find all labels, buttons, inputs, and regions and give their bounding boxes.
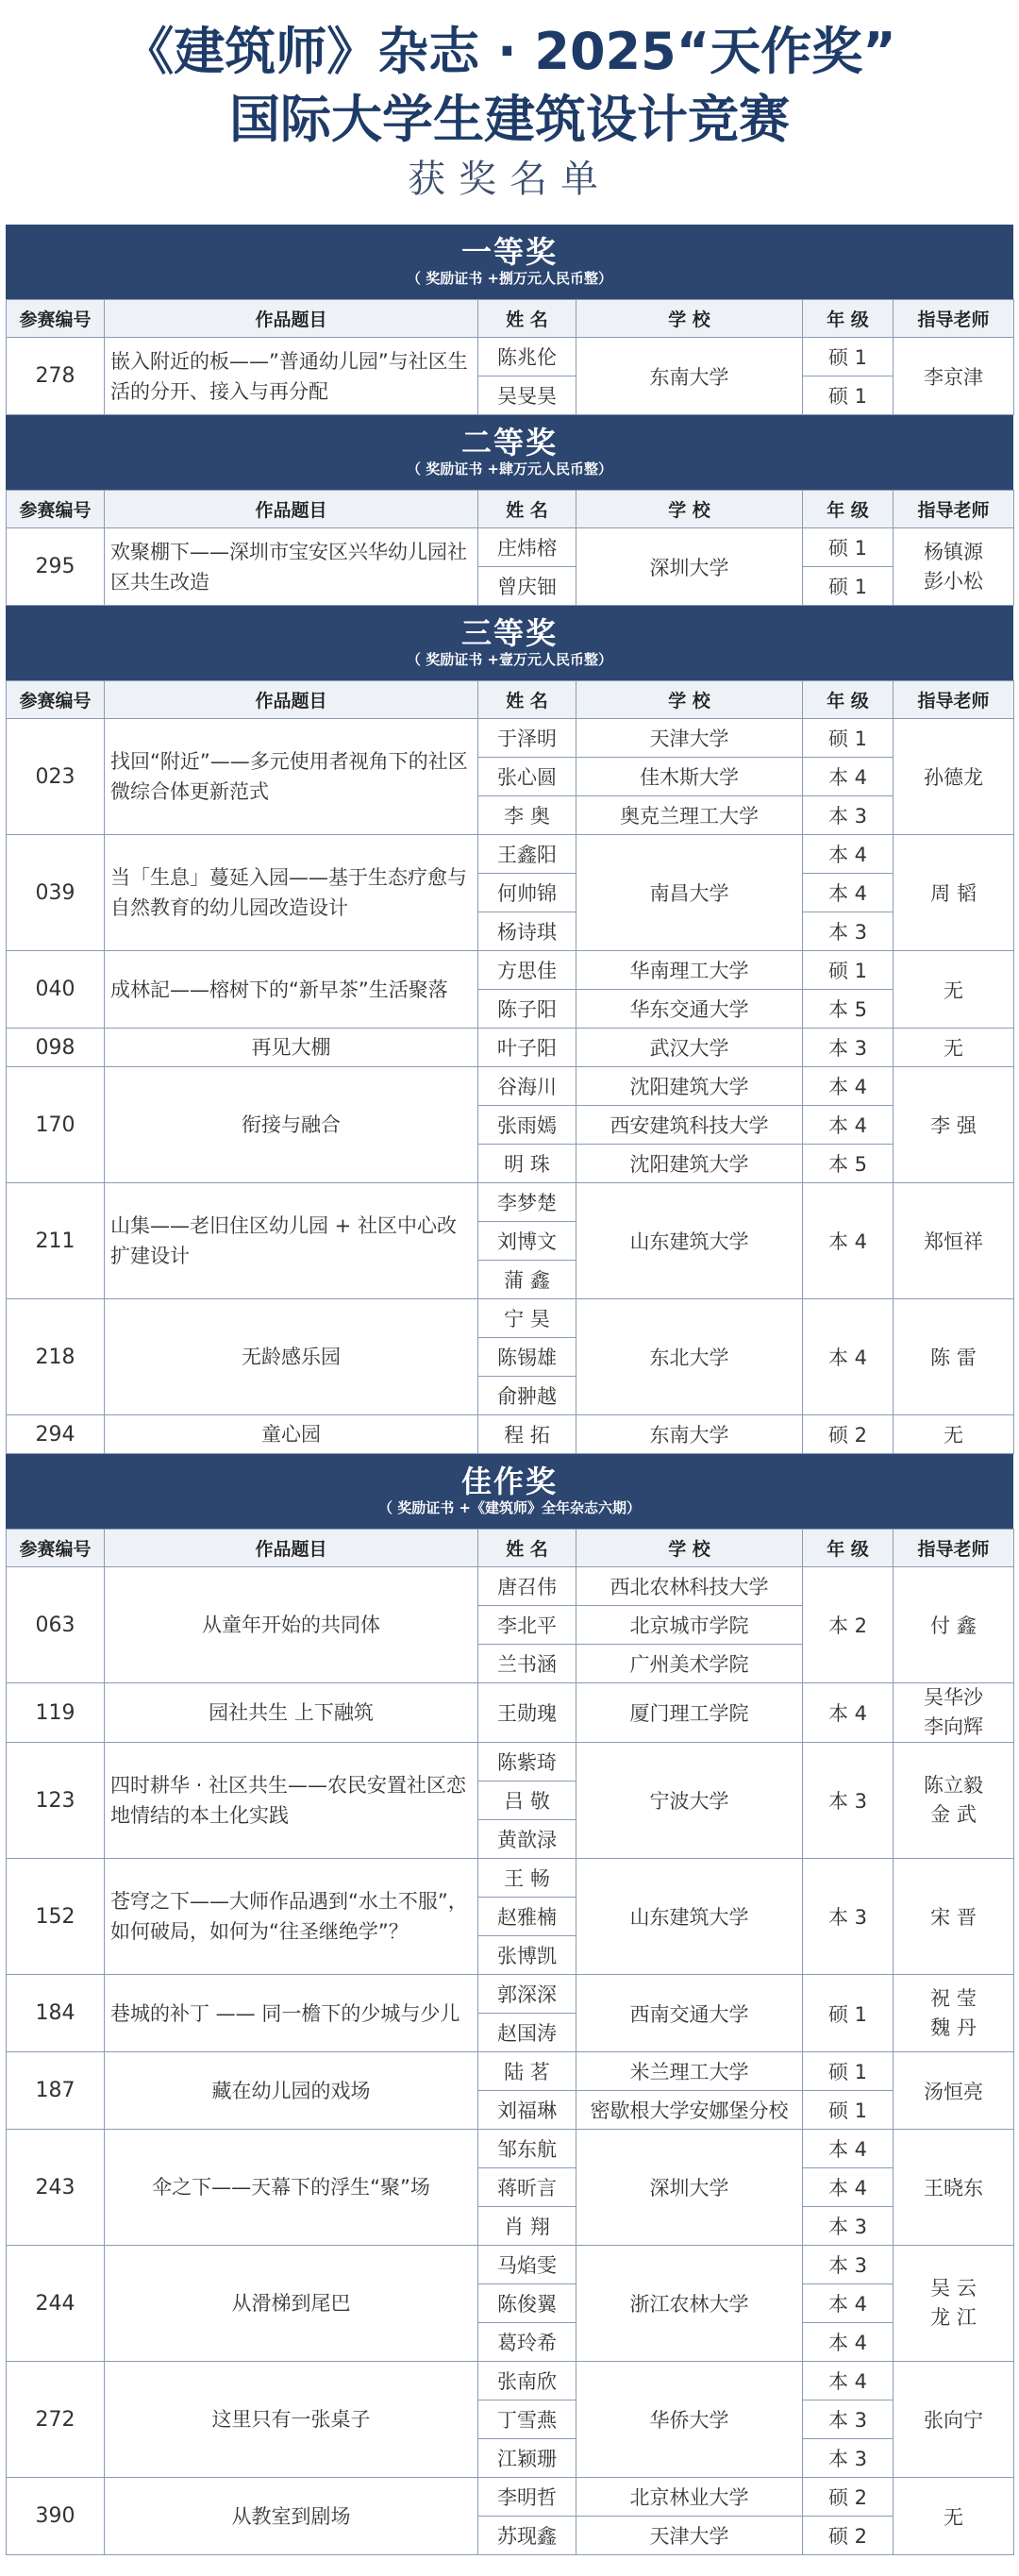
- member-school: 米兰理工大学: [576, 2052, 803, 2091]
- advisor-name: 李京津: [924, 365, 983, 389]
- advisor-cell: [894, 2362, 1014, 2478]
- advisor-cell: [894, 1859, 1014, 1975]
- col-teacher-header: 指导老师: [894, 300, 1014, 338]
- member-name: 黄歆渌: [478, 1820, 576, 1859]
- member-grade: 本 5: [803, 1145, 894, 1183]
- table-row: [7, 1743, 1014, 1781]
- member-name: 庄炜榕: [478, 528, 576, 567]
- member-name: 张南欣: [478, 2362, 576, 2400]
- entry-id: 243: [7, 2130, 105, 2246]
- member-name: 邹东航: [478, 2130, 576, 2168]
- entry-title: 伞之下——天幕下的浮生“聚”场: [105, 2130, 478, 2246]
- advisor-name: 付 鑫: [930, 1614, 977, 1637]
- member-grade: 本 4: [803, 2130, 894, 2168]
- prize-banner: [6, 1454, 1013, 1529]
- member-grade: 硕 1: [803, 528, 894, 567]
- member-school: 西北农林科技大学: [576, 1567, 803, 1606]
- advisor-name: 无: [944, 979, 963, 1002]
- entry-title: 童心园: [105, 1415, 478, 1454]
- member-school: 华南理工大学: [576, 951, 803, 990]
- member-school: 北京城市学院: [576, 1606, 803, 1645]
- table-row: [7, 528, 1014, 567]
- member-grade: 硕 1: [803, 338, 894, 376]
- table-row: [7, 2052, 1014, 2091]
- member-name: 刘福琳: [478, 2091, 576, 2130]
- table-row: [7, 338, 1014, 376]
- table-row: [7, 1029, 1014, 1067]
- member-name: 郭深深: [478, 1975, 576, 2014]
- member-name: 兰书涵: [478, 1645, 576, 1683]
- member-name: 陆 茗: [478, 2052, 576, 2091]
- prize-title: 一等奖: [460, 234, 558, 270]
- col-school-header: 学 校: [576, 491, 803, 528]
- table-row: [7, 835, 1014, 874]
- page-subtitle: 获奖名单: [408, 158, 611, 201]
- member-grade: 本 3: [803, 2400, 894, 2439]
- table-header-row: [7, 491, 1014, 528]
- col-grade-header: 年 级: [803, 681, 894, 719]
- member-school: 厦门理工学院: [576, 1683, 803, 1743]
- col-grade-header: 年 级: [803, 300, 894, 338]
- advisor-name: 陈立毅: [924, 1774, 983, 1797]
- member-school: 天津大学: [576, 2517, 803, 2555]
- member-grade: 本 3: [803, 912, 894, 951]
- advisor-cell: [894, 1029, 1014, 1067]
- member-name: 曾庆钿: [478, 567, 576, 606]
- advisor-cell: [894, 528, 1014, 606]
- advisor-cell: [894, 1067, 1014, 1183]
- member-school: 天津大学: [576, 719, 803, 758]
- advisor-name: 李向辉: [924, 1715, 983, 1738]
- entry-title: 从教室到剧场: [105, 2478, 478, 2555]
- entry-id: 098: [7, 1029, 105, 1067]
- entry-id: 278: [7, 338, 105, 415]
- advisor-name: 李 强: [930, 1114, 977, 1137]
- prize-banner: [6, 606, 1013, 680]
- advisor-name: 孙德龙: [924, 766, 983, 789]
- col-school-header: 学 校: [576, 300, 803, 338]
- member-grade: 硕 2: [803, 1415, 894, 1454]
- advisor-cell: [894, 2130, 1014, 2246]
- member-name: 陈俊翼: [478, 2284, 576, 2323]
- member-grade: 硕 1: [803, 567, 894, 606]
- member-school: 武汉大学: [576, 1029, 803, 1067]
- member-grade: 本 3: [803, 1859, 894, 1975]
- col-id-header: 参赛编号: [7, 1530, 105, 1567]
- entry-id: 023: [7, 719, 105, 835]
- award-table: [6, 1529, 1014, 2555]
- member-name: 陈兆伦: [478, 338, 576, 376]
- table-row: [7, 1299, 1014, 1338]
- member-grade: 本 4: [803, 1299, 894, 1415]
- award-table: [6, 490, 1014, 606]
- table-row: [7, 1183, 1014, 1222]
- member-name: 李梦楚: [478, 1183, 576, 1222]
- member-name: 李北平: [478, 1606, 576, 1645]
- member-name: 赵国涛: [478, 2014, 576, 2052]
- member-name: 俞翀越: [478, 1377, 576, 1415]
- prize-subtitle: （ 奖励证书 +《建筑师》全年杂志六期）: [377, 1499, 641, 1516]
- member-grade: 硕 2: [803, 2517, 894, 2555]
- advisor-name: 宋 晋: [930, 1906, 977, 1929]
- entry-id: 211: [7, 1183, 105, 1299]
- advisor-name: 无: [944, 1037, 963, 1060]
- page-title-line1: 《建筑师》杂志 · 2025“天作奖”: [123, 22, 896, 81]
- entry-id: 039: [7, 835, 105, 951]
- member-name: 丁雪燕: [478, 2400, 576, 2439]
- col-title-header: 作品题目: [105, 300, 478, 338]
- member-school: 华侨大学: [576, 2362, 803, 2478]
- table-row: [7, 2130, 1014, 2168]
- member-school: 华东交通大学: [576, 990, 803, 1029]
- advisor-name: 张向宁: [924, 2409, 983, 2432]
- table-header-row: [7, 300, 1014, 338]
- member-name: 吕 敬: [478, 1781, 576, 1820]
- table-row: [7, 719, 1014, 758]
- member-grade: 硕 2: [803, 2478, 894, 2517]
- advisor-name: 吴华沙: [924, 1686, 983, 1709]
- col-name-header: 姓 名: [478, 300, 576, 338]
- table-row: [7, 1567, 1014, 1606]
- col-id-header: 参赛编号: [7, 681, 105, 719]
- entry-id: 063: [7, 1567, 105, 1683]
- table-row: [7, 2246, 1014, 2284]
- member-name: 蒲 鑫: [478, 1261, 576, 1299]
- member-school: 奥克兰理工大学: [576, 796, 803, 835]
- col-title-header: 作品题目: [105, 681, 478, 719]
- member-grade: 本 4: [803, 1067, 894, 1106]
- member-name: 刘博文: [478, 1222, 576, 1261]
- member-school: 深圳大学: [576, 528, 803, 606]
- member-grade: 本 4: [803, 2362, 894, 2400]
- member-school: 东南大学: [576, 338, 803, 415]
- award-list: [6, 225, 1013, 2555]
- entry-title: 从滑梯到尾巴: [105, 2246, 478, 2362]
- member-school: 浙江农林大学: [576, 2246, 803, 2362]
- member-name: 何帅锦: [478, 874, 576, 912]
- member-grade: 硕 1: [803, 2091, 894, 2130]
- member-name: 陈锡雄: [478, 1338, 576, 1377]
- table-row: [7, 1683, 1014, 1743]
- member-name: 于泽明: [478, 719, 576, 758]
- prize-subtitle: （ 奖励证书 +壹万元人民币整）: [406, 651, 612, 668]
- award-section: [6, 1454, 1013, 2555]
- advisor-name: 吴 云: [930, 2277, 977, 2300]
- member-name: 江颖珊: [478, 2439, 576, 2478]
- entry-id: 390: [7, 2478, 105, 2555]
- member-grade: 本 3: [803, 2439, 894, 2478]
- prize-banner: [6, 225, 1013, 299]
- entry-id: 040: [7, 951, 105, 1029]
- member-school: 山东建筑大学: [576, 1183, 803, 1299]
- member-school: 北京林业大学: [576, 2478, 803, 2517]
- member-grade: 本 5: [803, 990, 894, 1029]
- advisor-name: 无: [944, 1424, 963, 1447]
- member-name: 张心圆: [478, 758, 576, 796]
- advisor-cell: [894, 1683, 1014, 1743]
- member-school: 深圳大学: [576, 2130, 803, 2246]
- prize-subtitle: （ 奖励证书 +捌万元人民币整）: [406, 270, 612, 287]
- entry-id: 170: [7, 1067, 105, 1183]
- member-grade: 硕 1: [803, 376, 894, 415]
- member-school: 沈阳建筑大学: [576, 1067, 803, 1106]
- col-title-header: 作品题目: [105, 1530, 478, 1567]
- member-grade: 本 4: [803, 835, 894, 874]
- table-header-row: [7, 681, 1014, 719]
- advisor-cell: [894, 338, 1014, 415]
- advisor-cell: [894, 2478, 1014, 2555]
- award-table: [6, 680, 1014, 1454]
- member-grade: 本 4: [803, 1183, 894, 1299]
- member-name: 李明哲: [478, 2478, 576, 2517]
- col-teacher-header: 指导老师: [894, 1530, 1014, 1567]
- col-teacher-header: 指导老师: [894, 681, 1014, 719]
- table-row: [7, 1067, 1014, 1106]
- advisor-name: 汤恒亮: [924, 2080, 983, 2103]
- member-name: 杨诗琪: [478, 912, 576, 951]
- advisor-cell: [894, 1743, 1014, 1859]
- col-school-header: 学 校: [576, 1530, 803, 1567]
- advisor-name: 无: [944, 2505, 963, 2529]
- entry-id: 152: [7, 1859, 105, 1975]
- member-school: 南昌大学: [576, 835, 803, 951]
- advisor-cell: [894, 1415, 1014, 1454]
- col-name-header: 姓 名: [478, 491, 576, 528]
- member-name: 马焰雯: [478, 2246, 576, 2284]
- table-header-row: [7, 1530, 1014, 1567]
- member-school: 西南交通大学: [576, 1975, 803, 2052]
- col-teacher-header: 指导老师: [894, 491, 1014, 528]
- advisor-name: 彭小松: [924, 569, 983, 593]
- member-name: 张博凯: [478, 1936, 576, 1975]
- page-title-line2: 国际大学生建筑设计竞赛: [229, 90, 790, 149]
- entry-id: 218: [7, 1299, 105, 1415]
- page-header: [0, 0, 1019, 225]
- member-school: 山东建筑大学: [576, 1859, 803, 1975]
- member-grade: 本 4: [803, 1106, 894, 1145]
- entry-id: 295: [7, 528, 105, 606]
- entry-title: 山集——老旧住区幼儿园 + 社区中心改扩建设计: [105, 1183, 478, 1299]
- member-name: 方思佳: [478, 951, 576, 990]
- member-grade: 硕 1: [803, 1975, 894, 2052]
- advisor-name: 杨镇源: [924, 540, 983, 563]
- entry-title: 欢聚棚下——深圳市宝安区兴华幼儿园社区共生改造: [105, 528, 478, 606]
- advisor-cell: [894, 1975, 1014, 2052]
- member-name: 张雨嫣: [478, 1106, 576, 1145]
- member-grade: 本 4: [803, 1683, 894, 1743]
- advisor-name: 周 韬: [930, 882, 977, 905]
- entry-title: 巷城的补丁 —— 同一檐下的少城与少儿: [105, 1975, 478, 2052]
- member-name: 肖 翔: [478, 2207, 576, 2246]
- advisor-name: 陈 雷: [930, 1347, 977, 1369]
- entry-id: 119: [7, 1683, 105, 1743]
- col-name-header: 姓 名: [478, 1530, 576, 1567]
- col-name-header: 姓 名: [478, 681, 576, 719]
- advisor-name: 郑恒祥: [924, 1230, 983, 1253]
- entry-id: 272: [7, 2362, 105, 2478]
- member-school: 佳木斯大学: [576, 758, 803, 796]
- member-name: 谷海川: [478, 1067, 576, 1106]
- entry-title: 衔接与融合: [105, 1067, 478, 1183]
- entry-title: 四时耕华 · 社区共生——农民安置社区恋地情结的本土化实践: [105, 1743, 478, 1859]
- member-name: 王鑫阳: [478, 835, 576, 874]
- advisor-name: 龙 江: [930, 2306, 977, 2329]
- col-grade-header: 年 级: [803, 491, 894, 528]
- member-name: 吴旻昊: [478, 376, 576, 415]
- prize-title: 三等奖: [460, 615, 558, 651]
- member-name: 王勋瑰: [478, 1683, 576, 1743]
- entry-title: 从童年开始的共同体: [105, 1567, 478, 1683]
- member-grade: 本 4: [803, 758, 894, 796]
- member-name: 程 拓: [478, 1415, 576, 1454]
- member-name: 赵雅楠: [478, 1898, 576, 1936]
- entry-title: 成林記——榕树下的“新早茶”生活聚落: [105, 951, 478, 1029]
- entry-title: 藏在幼儿园的戏场: [105, 2052, 478, 2130]
- member-grade: 本 3: [803, 796, 894, 835]
- award-section: [6, 606, 1013, 1454]
- col-id-header: 参赛编号: [7, 491, 105, 528]
- entry-title: 再见大棚: [105, 1029, 478, 1067]
- entry-title: 嵌入附近的板——”普通幼儿园”与社区生活的分开、接入与再分配: [105, 338, 478, 415]
- entry-title: 这里只有一张桌子: [105, 2362, 478, 2478]
- member-grade: 本 3: [803, 2207, 894, 2246]
- advisor-cell: [894, 2052, 1014, 2130]
- entry-id: 244: [7, 2246, 105, 2362]
- advisor-cell: [894, 1299, 1014, 1415]
- advisor-cell: [894, 951, 1014, 1029]
- table-row: [7, 1975, 1014, 2014]
- member-grade: 硕 1: [803, 2052, 894, 2091]
- member-grade: 本 4: [803, 2323, 894, 2362]
- member-name: 陈子阳: [478, 990, 576, 1029]
- member-name: 蒋昕言: [478, 2168, 576, 2207]
- table-row: [7, 951, 1014, 990]
- entry-id: 184: [7, 1975, 105, 2052]
- table-row: [7, 1859, 1014, 1898]
- member-grade: 本 2: [803, 1567, 894, 1683]
- table-row: [7, 1415, 1014, 1454]
- member-grade: 本 4: [803, 2284, 894, 2323]
- advisor-name: 魏 丹: [930, 2016, 977, 2039]
- member-grade: 本 4: [803, 2168, 894, 2207]
- member-name: 王 畅: [478, 1859, 576, 1898]
- member-school: 沈阳建筑大学: [576, 1145, 803, 1183]
- award-section: [6, 415, 1013, 606]
- member-grade: 本 3: [803, 1743, 894, 1859]
- col-title-header: 作品题目: [105, 491, 478, 528]
- entry-id: 123: [7, 1743, 105, 1859]
- advisor-cell: [894, 719, 1014, 835]
- member-grade: 本 4: [803, 874, 894, 912]
- col-id-header: 参赛编号: [7, 300, 105, 338]
- entry-id: 294: [7, 1415, 105, 1454]
- member-school: 广州美术学院: [576, 1645, 803, 1683]
- entry-title: 无龄感乐园: [105, 1299, 478, 1415]
- prize-title: 二等奖: [460, 425, 558, 460]
- entry-title: 当「生息」蔓延入园——基于生态疗愈与自然教育的幼儿园改造设计: [105, 835, 478, 951]
- table-row: [7, 2478, 1014, 2517]
- entry-title: 找回“附近”——多元使用者视角下的社区微综合体更新范式: [105, 719, 478, 835]
- member-school: 东南大学: [576, 1415, 803, 1454]
- advisor-name: 祝 莹: [930, 1986, 977, 2010]
- advisor-name: 金 武: [930, 1803, 977, 1826]
- advisor-cell: [894, 1183, 1014, 1299]
- member-grade: 本 3: [803, 2246, 894, 2284]
- member-name: 宁 昊: [478, 1299, 576, 1338]
- member-school: 西安建筑科技大学: [576, 1106, 803, 1145]
- member-name: 陈紫琦: [478, 1743, 576, 1781]
- table-row: [7, 2362, 1014, 2400]
- member-name: 明 珠: [478, 1145, 576, 1183]
- member-grade: 本 3: [803, 1029, 894, 1067]
- col-grade-header: 年 级: [803, 1530, 894, 1567]
- entry-title: 苍穹之下——大师作品遇到“水土不服”，如何破局，如何为“往圣继绝学”？: [105, 1859, 478, 1975]
- prize-banner: [6, 415, 1013, 490]
- member-school: 密歇根大学安娜堡分校: [576, 2091, 803, 2130]
- advisor-cell: [894, 2246, 1014, 2362]
- member-school: 东北大学: [576, 1299, 803, 1415]
- prize-title: 佳作奖: [460, 1464, 558, 1499]
- member-grade: 硕 1: [803, 719, 894, 758]
- member-name: 叶子阳: [478, 1029, 576, 1067]
- member-name: 唐召伟: [478, 1567, 576, 1606]
- member-name: 李 奥: [478, 796, 576, 835]
- member-school: 宁波大学: [576, 1743, 803, 1859]
- member-grade: 硕 1: [803, 951, 894, 990]
- advisor-cell: [894, 1567, 1014, 1683]
- award-section: [6, 225, 1013, 415]
- entry-title: 园社共生 上下融筑: [105, 1683, 478, 1743]
- prize-subtitle: （ 奖励证书 +肆万元人民币整）: [406, 460, 612, 477]
- entry-id: 187: [7, 2052, 105, 2130]
- award-table: [6, 299, 1014, 415]
- member-name: 苏现鑫: [478, 2517, 576, 2555]
- advisor-name: 王晓东: [924, 2177, 983, 2200]
- col-school-header: 学 校: [576, 681, 803, 719]
- member-name: 葛玲希: [478, 2323, 576, 2362]
- advisor-cell: [894, 835, 1014, 951]
